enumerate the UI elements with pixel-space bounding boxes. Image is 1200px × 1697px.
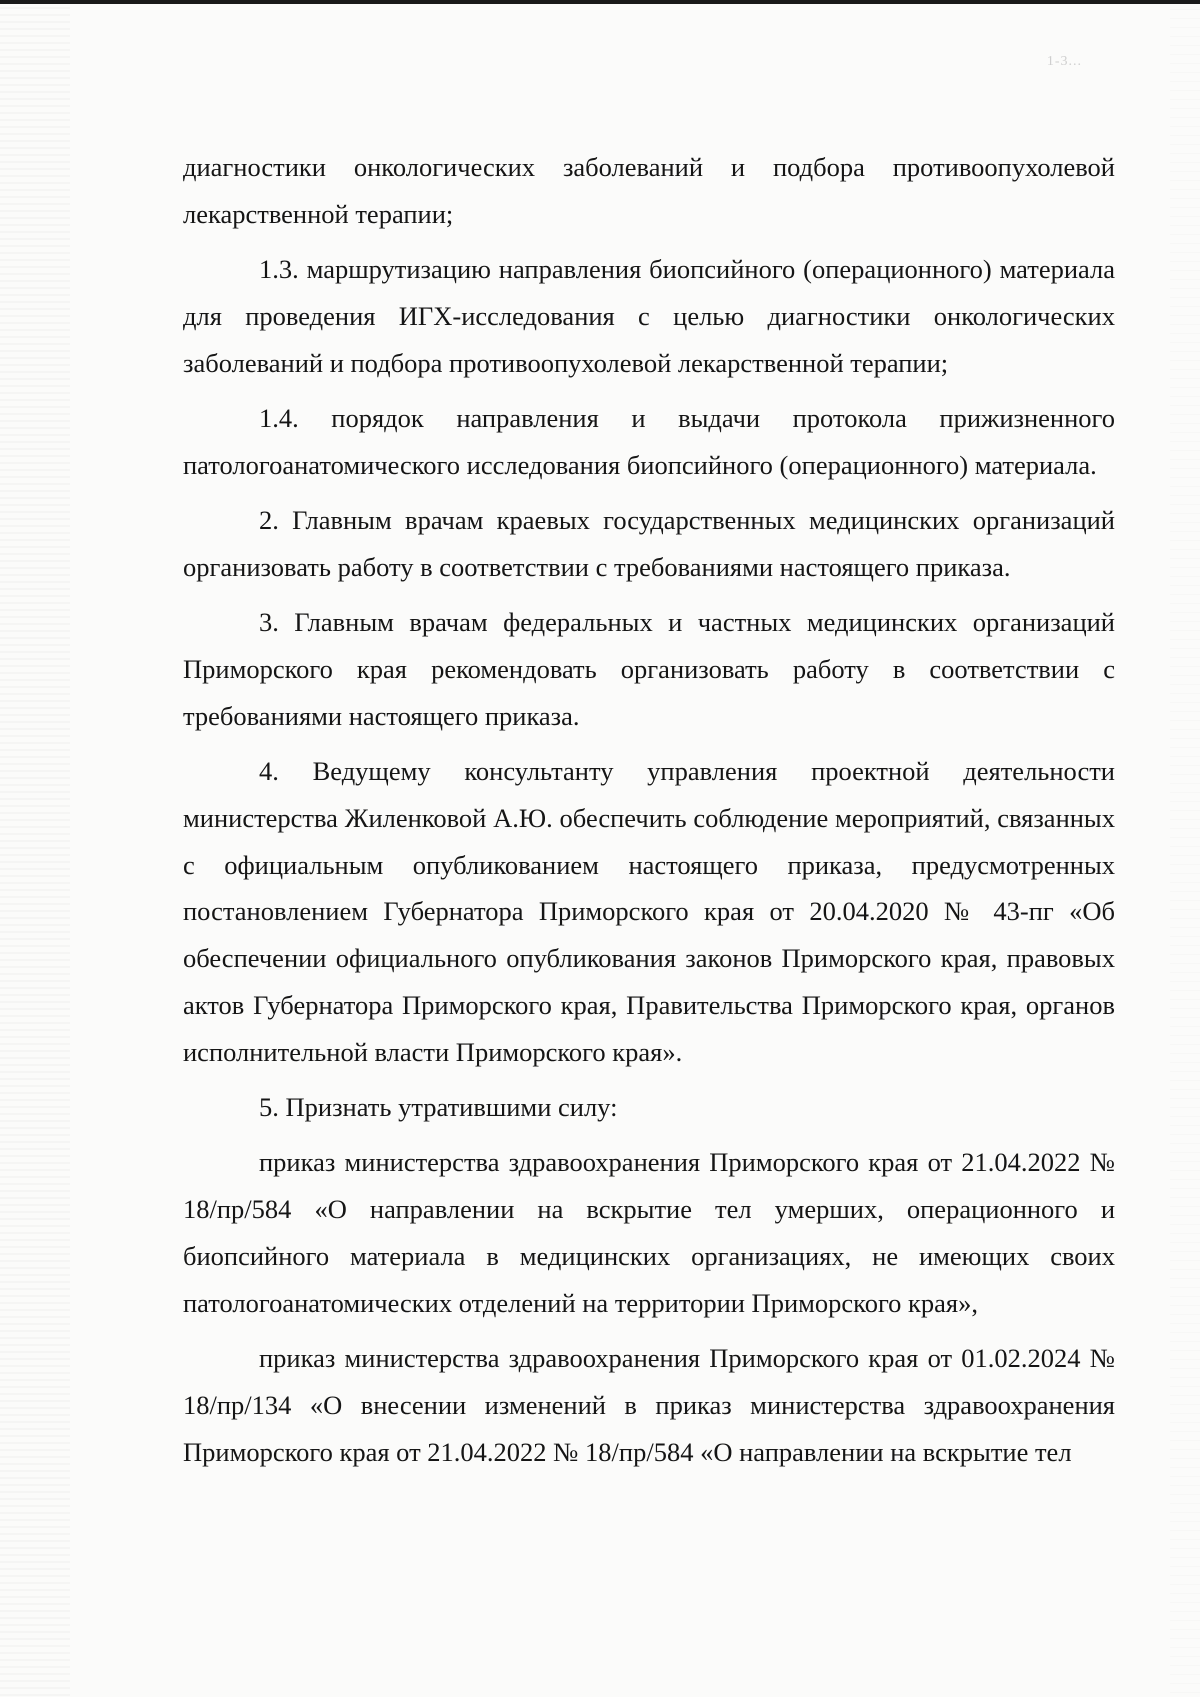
- page-number: 1-3...: [1046, 54, 1082, 69]
- paragraph-5-order-2022: приказ министерства здравоохранения Приморского края от 21.04.2022 № 18/пр/584 «О направлении на вскрытие тел умерших, операционного и биопсийного материала в медицинских организациях, не имеющих своих патологоанатомических отделений на территории Приморского края»,: [183, 1147, 1115, 1318]
- paragraph-4: 4. Ведущему консультанту управления проектной деятельности министерства Жиленковой А.Ю. обеспечить соблюдение мероприятий, связанных с официальным опубликованием настоящего приказа, предусмотренных постановлением Губернатора Приморского края от 20.04.2020 № 43-пг «Об обеспечении официального опубликования законов Приморского края, правовых актов Губернатора Приморского края, Правительства Приморского края, органов исполнительной власти Приморского края».: [183, 756, 1115, 1067]
- scan-right-margin-noise: [1170, 0, 1200, 1697]
- scan-left-margin-noise: [0, 0, 70, 1697]
- paragraph-2: 2. Главным врачам краевых государственных медицинских организаций организовать работу в соответствии с требованиями настоящего приказа.: [183, 505, 1115, 582]
- paragraph-1-4: 1.4. порядок направления и выдачи протокола прижизненного патологоанатомического исследования биопсийного (операционного) материала.: [183, 402, 1115, 480]
- paragraph-5-order-2024: приказ министерства здравоохранения Приморского края от 01.02.2024 № 18/пр/134 «О внесении изменений в приказ министерства здравоохранения Приморского края от 21.04.2022 № 18/пр/584 «О направлении на вскрытие тел: [183, 1343, 1115, 1467]
- paragraph-3: 3. Главным врачам федеральных и частных медицинских организаций Приморского края рекомендовать организовать работу в соответствии с требованиями настоящего приказа.: [183, 607, 1115, 731]
- paragraph-5: 5. Признать утратившими силу:: [259, 1092, 618, 1123]
- document-body: [183, 144, 1115, 1484]
- paragraph-1-3: 1.3. маршрутизацию направления биопсийного (операционного) материала для проведения ИГХ-исследования с целью диагностики онкологических заболеваний и подбора противоопухолевой лекарственной терапии;: [183, 254, 1115, 378]
- paragraph-continuation: диагностики онкологических заболеваний и подбора противоопухолевой лекарственной терапии;: [183, 152, 1115, 229]
- scan-top-edge: [0, 0, 1200, 4]
